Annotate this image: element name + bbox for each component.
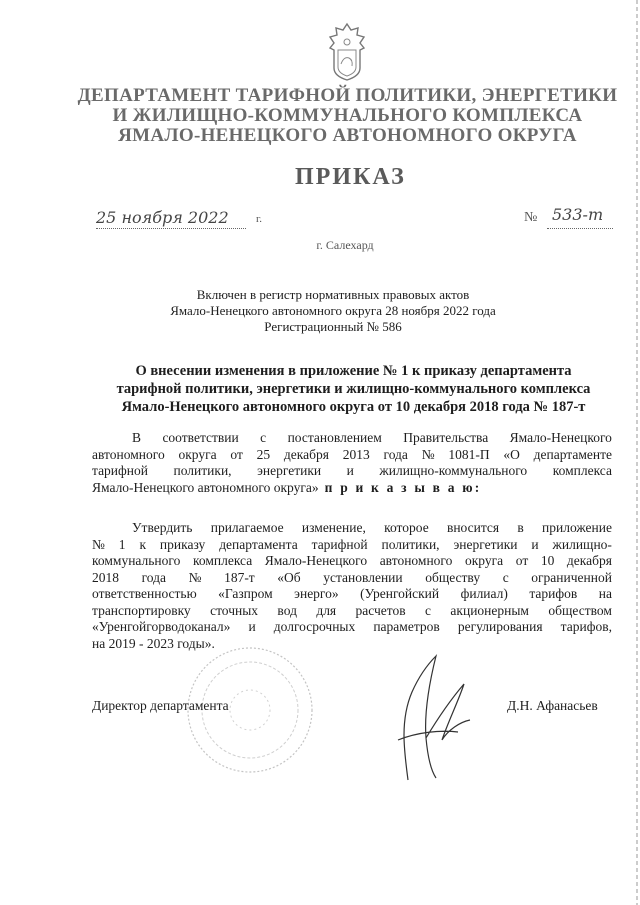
word: и xyxy=(346,463,354,478)
department-line: ЯМАЛО-НЕНЕЦКОГО АВТОНОМНОГО ОКРУГА xyxy=(118,125,577,146)
word: 10 xyxy=(540,553,555,568)
word: энерго» xyxy=(294,586,339,601)
word: тарифной xyxy=(92,463,148,478)
number-label: № xyxy=(524,210,538,225)
word: года xyxy=(141,569,167,585)
word: филиал) xyxy=(460,586,508,601)
text-line xyxy=(92,447,612,464)
word: политики, xyxy=(381,536,440,552)
word: обществу xyxy=(425,569,481,585)
word: от xyxy=(515,553,529,568)
order-word: п р и к а з ы в а ю: xyxy=(324,479,482,495)
word: сточных xyxy=(210,602,259,618)
word: «Об xyxy=(277,569,301,585)
word: установлении xyxy=(323,569,403,585)
word: 25 xyxy=(256,446,271,462)
word: года xyxy=(383,446,408,462)
word: 187-т xyxy=(224,569,255,585)
text-line xyxy=(92,603,612,620)
word: с xyxy=(260,430,267,445)
word: «О xyxy=(503,446,520,462)
handwritten-number: 533-т xyxy=(552,205,604,224)
word: Ямало-Ненецкого xyxy=(264,553,368,568)
subject-line: Ямало-Ненецкого автономного округа от 10 декабря 2018 года № 187-т xyxy=(121,399,586,415)
word: «Уренгойгорводоканал» xyxy=(92,619,231,634)
text-line xyxy=(92,619,612,636)
text-line xyxy=(92,570,612,587)
word: 1 xyxy=(118,536,126,552)
word: (Уренгойский xyxy=(360,586,440,601)
department-line: И ЖИЛИЩНО-КОММУНАЛЬНОГО КОМПЛЕКСА xyxy=(112,105,583,126)
word: Правительства xyxy=(403,430,489,445)
signer-name: Д.Н. Афанасьев xyxy=(507,698,598,713)
word: автономного xyxy=(379,553,453,568)
date-underline xyxy=(96,228,246,229)
word: на xyxy=(598,586,612,601)
text-line xyxy=(92,586,612,603)
word: автономного xyxy=(92,446,165,462)
word: для xyxy=(316,602,337,618)
word: округа xyxy=(178,446,217,462)
word: комплекса xyxy=(192,553,253,568)
word: прилагаемое xyxy=(210,520,284,535)
word: вносится xyxy=(446,520,500,535)
city: г. Салехард xyxy=(316,238,374,252)
word: в xyxy=(517,520,524,535)
word: с xyxy=(502,569,509,585)
document-title: ПРИКАЗ xyxy=(295,164,406,190)
department-line: ДЕПАРТАМЕНТ ТАРИФНОЙ ПОЛИТИКИ, ЭНЕРГЕТИКИ xyxy=(77,85,618,106)
word: В xyxy=(132,430,142,445)
word: коммунального xyxy=(92,553,181,568)
text-line xyxy=(92,430,612,447)
word: долгосрочных xyxy=(273,619,356,634)
word: соответствии xyxy=(162,430,239,445)
word: от xyxy=(230,446,243,462)
word: Ямало-Ненецкого xyxy=(509,430,612,445)
word: жилищно- xyxy=(552,536,612,552)
word: изменение, xyxy=(301,520,366,535)
word: и xyxy=(531,536,539,552)
number-underline xyxy=(547,228,613,229)
scan-edge-line xyxy=(636,0,638,905)
text-line-end: на 2019 - 2023 годы». xyxy=(92,635,215,651)
word: тарифов, xyxy=(560,619,612,634)
word: ограниченной xyxy=(531,569,612,585)
order-subject xyxy=(96,362,611,416)
text-line xyxy=(92,480,612,497)
word: приложение xyxy=(542,520,612,535)
word: комплекса xyxy=(552,463,612,478)
word: энергетики xyxy=(453,536,518,552)
word: тарифов xyxy=(529,586,578,601)
word: регулирования xyxy=(457,619,543,634)
word: приказу xyxy=(159,536,206,552)
word: 2013 xyxy=(342,446,370,462)
word: тарифной xyxy=(311,536,368,552)
text-line xyxy=(92,463,612,480)
word: вод xyxy=(277,602,297,618)
order-paragraph xyxy=(92,520,612,652)
registration-note xyxy=(163,287,503,335)
word: № xyxy=(421,446,435,462)
registration-line: Включен в регистр нормативных правовых актов xyxy=(196,287,470,302)
registration-line: Регистрационный № 586 xyxy=(264,319,402,334)
word: Утвердить xyxy=(132,520,193,535)
word: которое xyxy=(384,520,429,535)
subject-line: О внесении изменения в приложение № 1 к приказу департамента xyxy=(135,363,572,379)
word: политики, xyxy=(173,463,232,478)
director-title: Директор департамента xyxy=(92,698,229,713)
text-line xyxy=(92,553,612,570)
word: ответственностью xyxy=(92,586,197,601)
word: энергетики xyxy=(257,463,322,478)
word: обществом xyxy=(548,602,612,618)
word: округа xyxy=(464,553,504,568)
word: департамента xyxy=(219,536,298,552)
word: 1081-П xyxy=(448,446,490,462)
preamble-paragraph xyxy=(92,430,612,496)
word: декабря xyxy=(566,553,612,568)
word: декабря xyxy=(283,446,329,462)
word: № xyxy=(188,569,202,585)
date-suffix: г. xyxy=(256,213,263,225)
word: расчетов xyxy=(355,602,406,618)
word: 2018 xyxy=(92,569,119,585)
handwritten-signature xyxy=(378,640,483,785)
word: транспортировку xyxy=(92,602,191,618)
word: параметров xyxy=(373,619,440,634)
word: к xyxy=(139,536,147,552)
word: с xyxy=(425,602,432,618)
coat-of-arms-icon xyxy=(322,20,372,82)
text-line-end: Ямало-Ненецкого автономного округа» xyxy=(92,479,319,495)
text-line xyxy=(92,520,612,537)
subject-line: тарифной политики, энергетики и жилищно-коммунального комплекса xyxy=(116,381,591,397)
word: жилищно-коммунального xyxy=(379,463,528,478)
word: постановлением xyxy=(287,430,382,445)
registration-line: Ямало-Ненецкого автономного округа 28 ноября 2022 года xyxy=(170,303,496,318)
handwritten-date: 25 ноября 2022 xyxy=(96,208,229,227)
department-name xyxy=(60,86,635,146)
word: и xyxy=(248,619,256,634)
word: акционерным xyxy=(450,602,529,618)
word: № xyxy=(92,536,105,552)
word: «Газпром xyxy=(218,586,273,601)
text-line xyxy=(92,537,612,554)
word: департаменте xyxy=(533,446,612,462)
text-line xyxy=(92,636,612,653)
